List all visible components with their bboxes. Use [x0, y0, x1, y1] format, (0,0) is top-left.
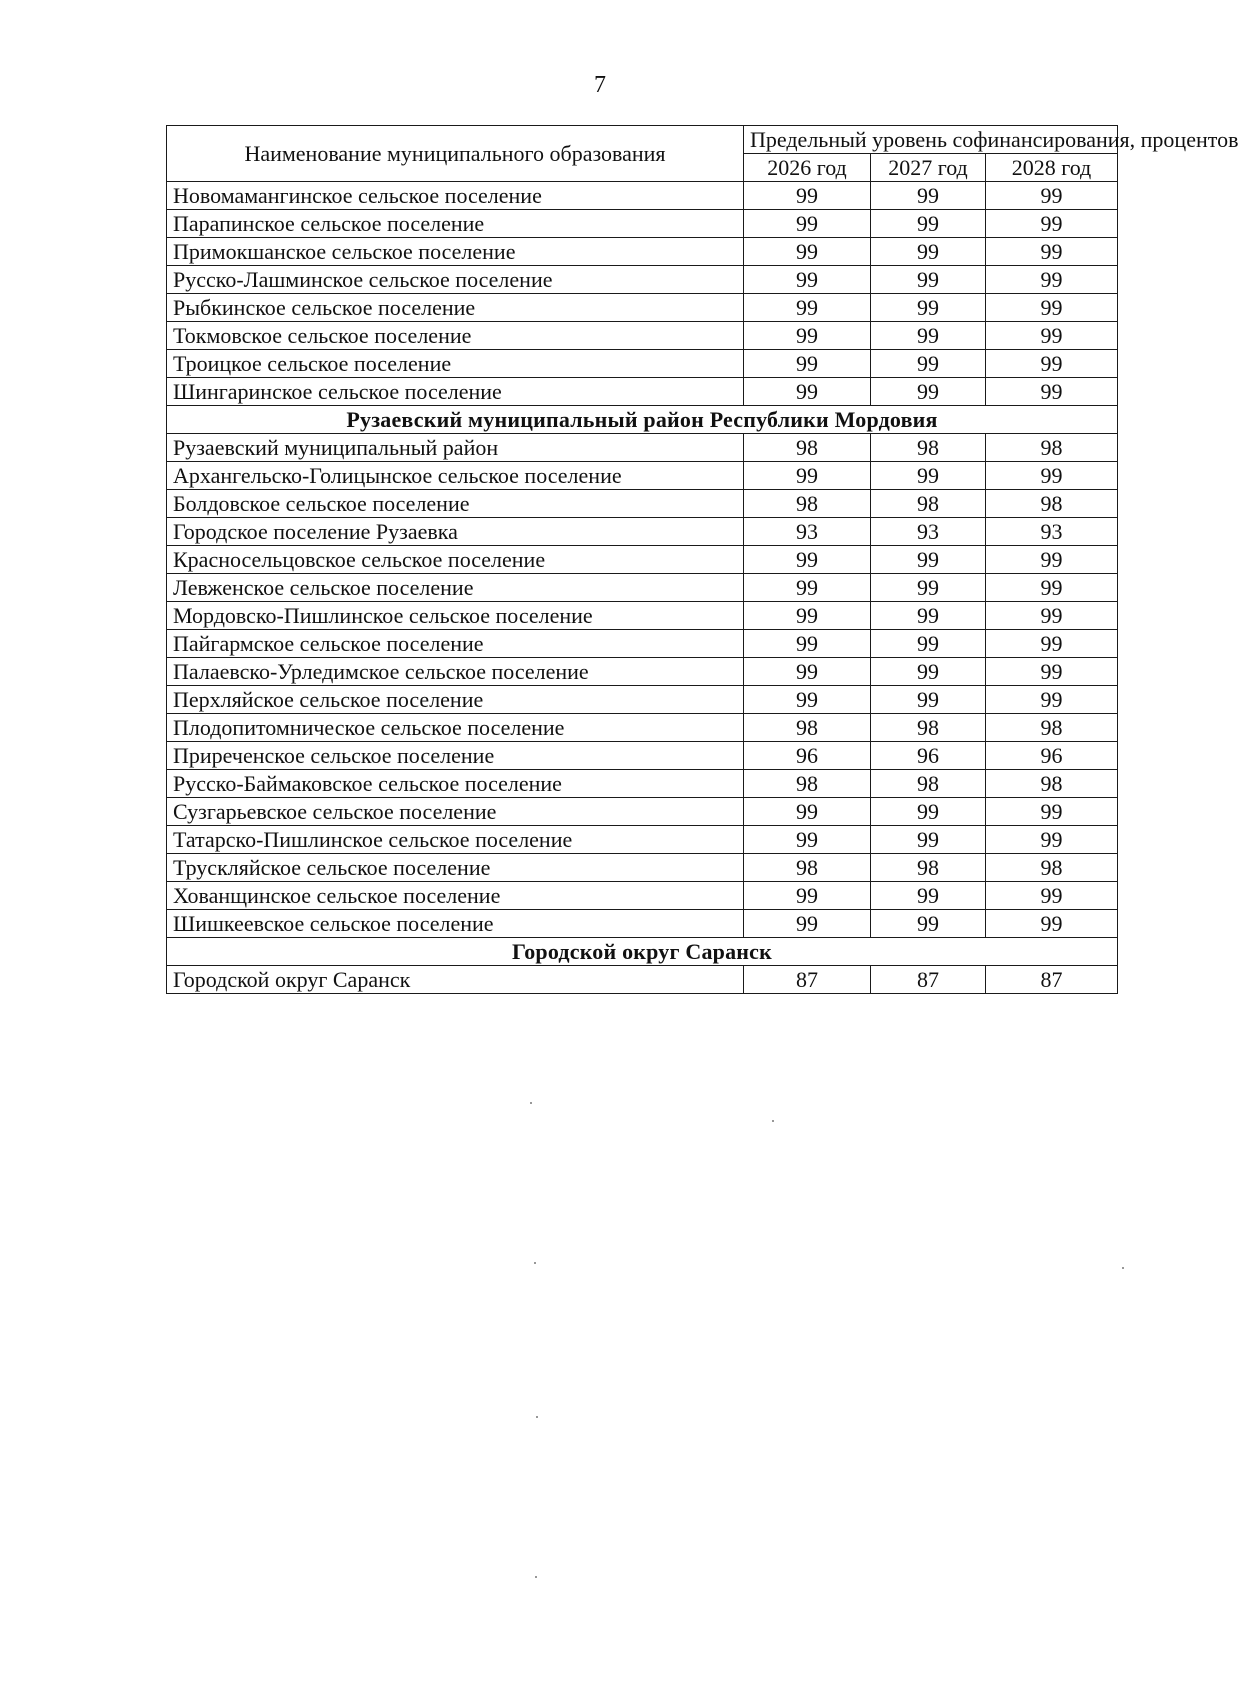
cofinancing-value: 99 [986, 602, 1118, 630]
table-row [167, 490, 1118, 518]
cofinancing-value: 93 [986, 518, 1118, 546]
cofinancing-value: 99 [744, 462, 871, 490]
cofinancing-value: 99 [871, 266, 986, 294]
section-title: Рузаевский муниципальный район Республики Мордовия [167, 406, 1118, 434]
table-row [167, 266, 1118, 294]
cofinancing-value: 99 [744, 574, 871, 602]
municipality-name: Татарско-Пишлинское сельское поселение [167, 826, 744, 854]
cofinancing-value: 96 [744, 742, 871, 770]
cofinancing-value: 99 [986, 266, 1118, 294]
municipality-name: Хованщинское сельское поселение [167, 882, 744, 910]
cofinancing-value: 99 [986, 910, 1118, 938]
municipality-name: Сузгарьевское сельское поселение [167, 798, 744, 826]
cofinancing-value: 99 [744, 882, 871, 910]
table-row [167, 378, 1118, 406]
table-row [167, 350, 1118, 378]
cofinancing-value: 99 [744, 602, 871, 630]
municipality-name: Приреченское сельское поселение [167, 742, 744, 770]
municipality-name: Парапинское сельское поселение [167, 210, 744, 238]
table-row [167, 966, 1118, 994]
municipality-name: Плодопитомническое сельское поселение [167, 714, 744, 742]
table-row [167, 882, 1118, 910]
cofinancing-value: 98 [744, 770, 871, 798]
cofinancing-value: 87 [744, 966, 871, 994]
cofinancing-value: 99 [871, 910, 986, 938]
cofinancing-value: 99 [744, 322, 871, 350]
municipality-name: Болдовское сельское поселение [167, 490, 744, 518]
table-row [167, 826, 1118, 854]
cofinancing-value: 98 [744, 490, 871, 518]
table-row [167, 854, 1118, 882]
table-header-row [167, 126, 1118, 154]
cofinancing-value: 99 [871, 182, 986, 210]
cofinancing-value: 99 [986, 182, 1118, 210]
municipality-name: Примокшанское сельское поселение [167, 238, 744, 266]
cofinancing-value: 99 [744, 210, 871, 238]
cofinancing-value: 98 [744, 434, 871, 462]
cofinancing-value: 99 [871, 574, 986, 602]
section-row [167, 406, 1118, 434]
table-row [167, 238, 1118, 266]
municipality-name: Архангельско-Голицынское сельское поселение [167, 462, 744, 490]
cofinancing-value: 98 [871, 490, 986, 518]
cofinancing-value: 99 [744, 658, 871, 686]
scan-speck [535, 1576, 537, 1578]
cofinancing-value: 99 [986, 574, 1118, 602]
table-row [167, 686, 1118, 714]
municipality-name: Палаевско-Урледимское сельское поселение [167, 658, 744, 686]
cofinancing-value: 99 [871, 350, 986, 378]
table-row [167, 294, 1118, 322]
cofinancing-value: 99 [986, 546, 1118, 574]
section-row [167, 938, 1118, 966]
municipality-name: Мордовско-Пишлинское сельское поселение [167, 602, 744, 630]
cofinancing-value: 99 [871, 630, 986, 658]
cofinancing-value: 87 [986, 966, 1118, 994]
municipality-name: Русско-Лашминское сельское поселение [167, 266, 744, 294]
municipality-name: Шишкеевское сельское поселение [167, 910, 744, 938]
municipality-name: Трускляйское сельское поселение [167, 854, 744, 882]
cofinancing-value: 99 [871, 658, 986, 686]
table-row [167, 434, 1118, 462]
cofinancing-value: 99 [744, 826, 871, 854]
cofinancing-value: 99 [871, 322, 986, 350]
cofinancing-value: 96 [986, 742, 1118, 770]
table-row [167, 574, 1118, 602]
municipality-name: Левженское сельское поселение [167, 574, 744, 602]
table-row [167, 546, 1118, 574]
table-row [167, 602, 1118, 630]
cofinancing-value: 99 [871, 378, 986, 406]
municipality-name: Русско-Баймаковское сельское поселение [167, 770, 744, 798]
cofinancing-value: 99 [744, 910, 871, 938]
table-row [167, 630, 1118, 658]
table-row [167, 658, 1118, 686]
municipality-name: Шингаринское сельское поселение [167, 378, 744, 406]
table-row [167, 518, 1118, 546]
cofinancing-value: 99 [871, 882, 986, 910]
table-row [167, 210, 1118, 238]
table-row [167, 322, 1118, 350]
municipality-name: Рыбкинское сельское поселение [167, 294, 744, 322]
cofinancing-value: 99 [871, 602, 986, 630]
cofinancing-value: 99 [871, 826, 986, 854]
column-header-cofinancing-level: Предельный уровень софинансирования, процентов [744, 126, 1118, 154]
table-row [167, 770, 1118, 798]
cofinancing-value: 99 [744, 686, 871, 714]
municipality-name: Пайгармское сельское поселение [167, 630, 744, 658]
municipality-name: Токмовское сельское поселение [167, 322, 744, 350]
cofinancing-value: 99 [744, 378, 871, 406]
cofinancing-value: 93 [871, 518, 986, 546]
cofinancing-value: 93 [744, 518, 871, 546]
column-header-year: 2026 год [744, 154, 871, 182]
municipality-name: Красносельцовское сельское поселение [167, 546, 744, 574]
cofinancing-value: 98 [986, 434, 1118, 462]
cofinancing-value: 99 [871, 238, 986, 266]
cofinancing-value: 98 [871, 770, 986, 798]
cofinancing-value: 98 [744, 714, 871, 742]
cofinancing-value: 99 [986, 686, 1118, 714]
municipality-name: Городское поселение Рузаевка [167, 518, 744, 546]
cofinancing-value: 98 [986, 770, 1118, 798]
scan-speck [1122, 1267, 1124, 1269]
cofinancing-value: 99 [986, 882, 1118, 910]
cofinancing-value: 98 [744, 854, 871, 882]
table-row [167, 742, 1118, 770]
column-header-year: 2027 год [871, 154, 986, 182]
cofinancing-value: 99 [986, 630, 1118, 658]
scan-speck [772, 1120, 774, 1122]
municipality-name: Перхляйское сельское поселение [167, 686, 744, 714]
cofinancing-value: 99 [871, 798, 986, 826]
table-body [167, 182, 1118, 994]
cofinancing-value: 99 [744, 546, 871, 574]
cofinancing-value: 99 [986, 658, 1118, 686]
cofinancing-value: 98 [871, 714, 986, 742]
scan-speck [530, 1102, 532, 1104]
table-row [167, 910, 1118, 938]
cofinancing-value: 99 [744, 630, 871, 658]
table-row [167, 798, 1118, 826]
table-row [167, 182, 1118, 210]
municipality-name: Городской округ Саранск [167, 966, 744, 994]
scan-speck [536, 1416, 538, 1418]
cofinancing-value: 99 [744, 238, 871, 266]
cofinancing-value: 99 [986, 462, 1118, 490]
cofinancing-value: 99 [871, 686, 986, 714]
cofinancing-table [166, 125, 1238, 994]
cofinancing-value: 96 [871, 742, 986, 770]
cofinancing-value: 99 [871, 294, 986, 322]
cofinancing-value: 98 [871, 854, 986, 882]
cofinancing-value: 99 [744, 182, 871, 210]
cofinancing-value: 99 [986, 210, 1118, 238]
table-row [167, 462, 1118, 490]
municipality-name: Троицкое сельское поселение [167, 350, 744, 378]
cofinancing-value: 99 [986, 798, 1118, 826]
section-title: Городской округ Саранск [167, 938, 1118, 966]
cofinancing-value: 99 [744, 798, 871, 826]
page-number: 7 [594, 72, 606, 98]
cofinancing-value: 99 [744, 294, 871, 322]
cofinancing-value: 99 [871, 462, 986, 490]
cofinancing-value: 87 [871, 966, 986, 994]
cofinancing-value: 99 [986, 294, 1118, 322]
cofinancing-value: 99 [986, 322, 1118, 350]
scan-speck [534, 1262, 536, 1264]
cofinancing-value: 99 [744, 266, 871, 294]
cofinancing-value: 99 [986, 238, 1118, 266]
cofinancing-value: 98 [871, 434, 986, 462]
municipality-name: Рузаевский муниципальный район [167, 434, 744, 462]
column-header-year: 2028 год [986, 154, 1118, 182]
cofinancing-value: 99 [871, 210, 986, 238]
cofinancing-value: 98 [986, 490, 1118, 518]
cofinancing-value: 98 [986, 854, 1118, 882]
cofinancing-value: 99 [986, 350, 1118, 378]
cofinancing-value: 99 [744, 350, 871, 378]
cofinancing-value: 99 [986, 378, 1118, 406]
table-row [167, 714, 1118, 742]
cofinancing-value: 99 [871, 546, 986, 574]
column-header-name: Наименование муниципального образования [167, 126, 744, 182]
cofinancing-value: 99 [986, 826, 1118, 854]
municipality-name: Новомамангинское сельское поселение [167, 182, 744, 210]
cofinancing-value: 98 [986, 714, 1118, 742]
